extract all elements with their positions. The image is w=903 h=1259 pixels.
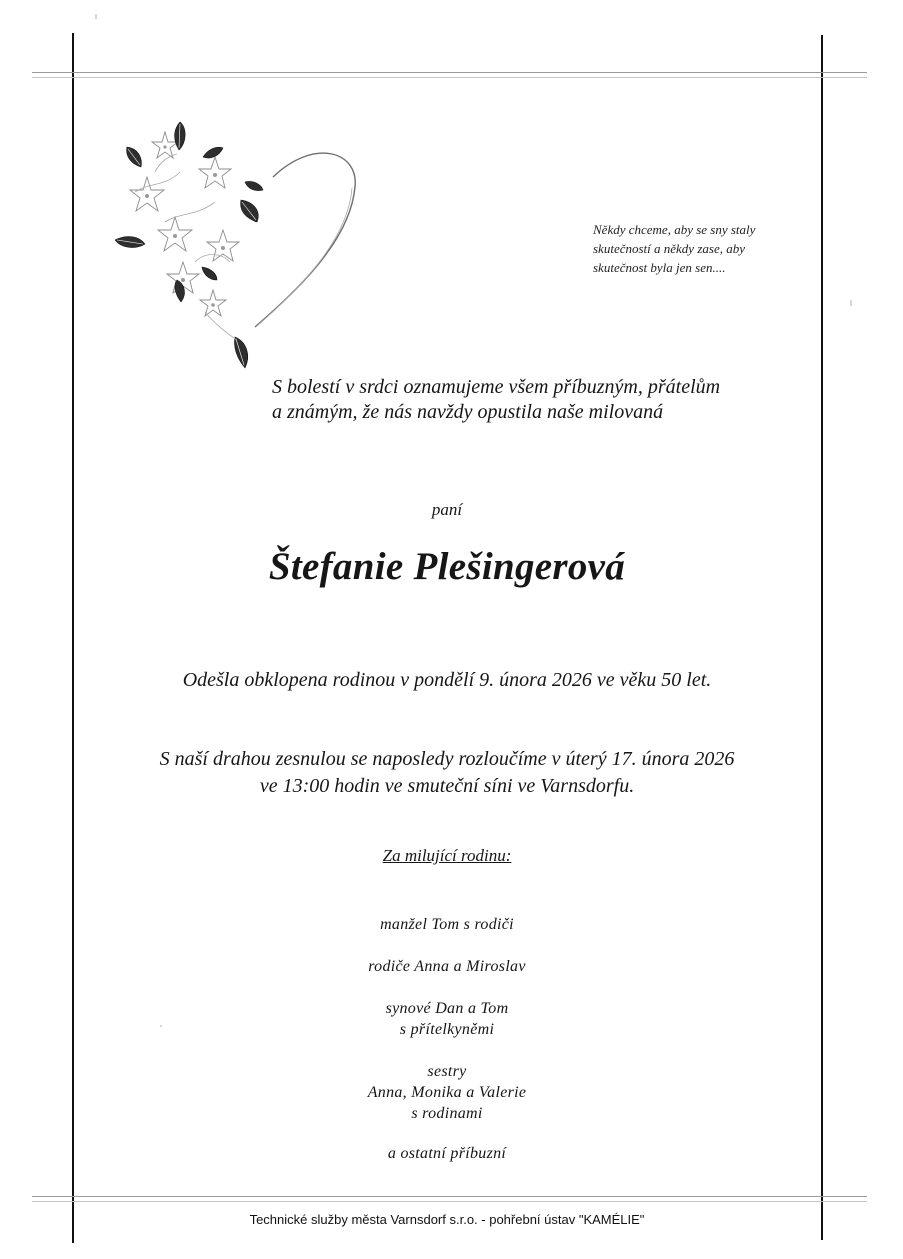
family-group: [73, 998, 821, 1040]
quote: [593, 220, 823, 277]
deceased-name: Štefanie Plešingerová: [268, 545, 626, 588]
announcement-line: S bolestí v srdci oznamujeme všem příbuzným, přátelům: [272, 376, 721, 398]
family-signoff: [73, 846, 821, 866]
scan-speck: [850, 300, 852, 306]
family-group: [73, 914, 821, 935]
quote-line: Někdy chceme, aby se sny staly: [593, 222, 756, 237]
family-line: Anna, Monika a Valerie: [367, 1084, 527, 1101]
death-notice: Odešla obklopena rodinou v pondělí 9. února 2026 ve věku 50 let.: [182, 669, 712, 691]
family-line: s rodinami: [411, 1105, 483, 1122]
family-line: sestry: [427, 1063, 467, 1080]
scan-speck: [95, 14, 97, 19]
family-line: synové Dan a Tom: [385, 1000, 509, 1017]
announcement: [272, 375, 812, 425]
announcement-line: a známým, že nás navždy opustila naše milovaná: [272, 401, 664, 423]
top-rule: [32, 72, 867, 78]
honorific: paní: [431, 500, 463, 519]
family-line: a ostatní příbuzní: [387, 1145, 507, 1162]
family-line: rodiče Anna a Miroslav: [368, 958, 526, 975]
quote-line: skutečnost byla jen sen....: [593, 260, 726, 275]
family-line: s přítelkyněmi: [399, 1021, 495, 1038]
bottom-rule: [32, 1196, 867, 1202]
family-group: [73, 956, 821, 977]
flower-heart-icon: [105, 112, 360, 374]
farewell-line: ve 13:00 hodin ve smuteční síni ve Varnsdorfu.: [259, 775, 635, 797]
funeral-service-footer: Technické služby města Varnsdorf s.r.o. - pohřební ústav "KAMÉLIE": [249, 1212, 645, 1227]
family-group: [73, 1061, 821, 1124]
family-group: [73, 1143, 821, 1164]
family-line: manžel Tom s rodiči: [380, 916, 514, 933]
farewell-line: S naší drahou zesnulou se naposledy rozloučíme v úterý 17. února 2026: [159, 748, 735, 770]
signoff-text: Za milující rodinu:: [382, 846, 512, 865]
right-border-line: [821, 35, 823, 1240]
farewell-notice: [73, 746, 821, 800]
quote-line: skutečností a někdy zase, aby: [593, 241, 745, 256]
